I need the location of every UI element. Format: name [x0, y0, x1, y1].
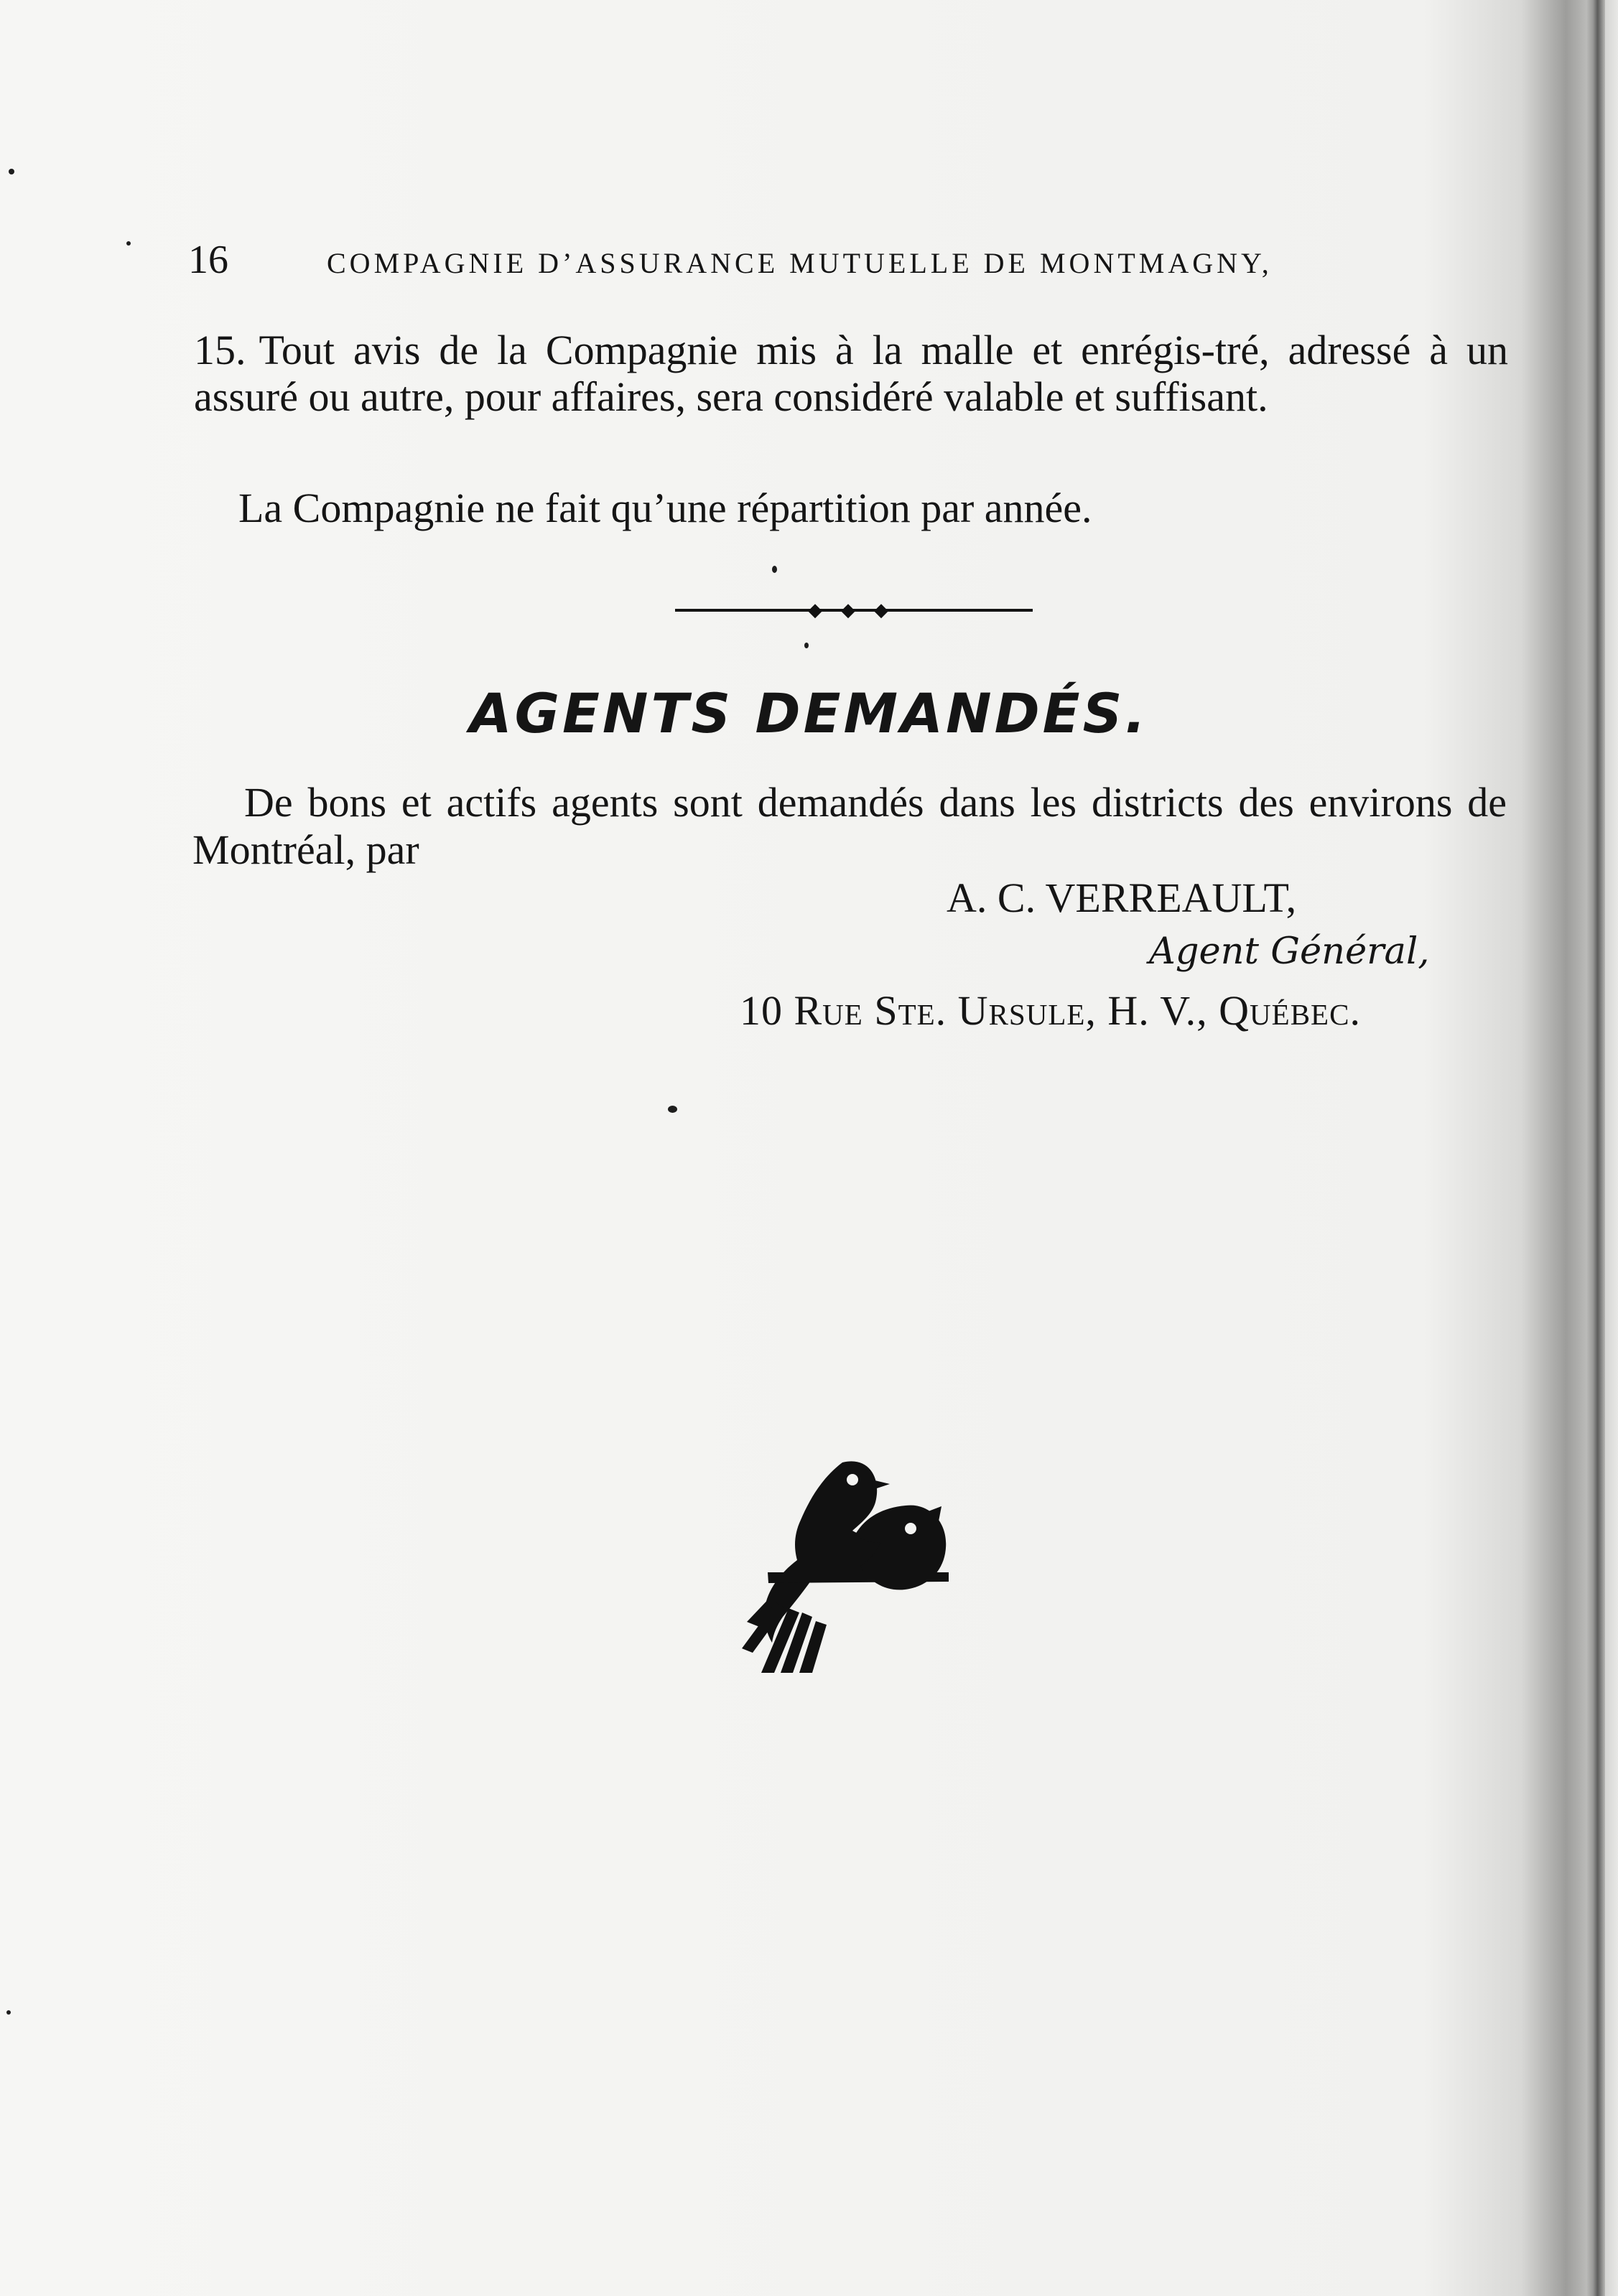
signature-name: A. C. VERREAULT,	[947, 874, 1297, 921]
printer-bird-mark-icon	[707, 1446, 955, 1673]
ink-speck	[9, 169, 14, 174]
rule-ornament-icon	[760, 599, 939, 621]
binding-edge	[1586, 0, 1605, 2296]
diamond-ornament-icon: ◆	[808, 599, 825, 621]
page-number: 16	[188, 238, 228, 282]
agents-heading: AGENTS DEMANDÉS.	[469, 681, 1149, 745]
ink-speck	[772, 566, 777, 573]
article-15	[194, 327, 1508, 420]
agents-body: De bons et actifs agents sont demandés dans les districts des environs de Montréal, par	[192, 779, 1507, 873]
signature-address: 10 Rue Ste. Ursule, H. V., Québec.	[740, 987, 1361, 1034]
signature-title: Agent Général,	[1149, 930, 1430, 973]
ink-speck	[804, 643, 809, 648]
ink-speck	[6, 2010, 11, 2015]
article-text: Tout avis de la Compagnie mis à la malle et enrégis-tré, adressé à un assuré ou autre, pour affaires, sera considéré valable et suffisant.	[194, 327, 1508, 420]
ink-speck	[668, 1106, 677, 1113]
diamond-ornament-icon: ◆	[841, 599, 858, 621]
diamond-ornament-icon: ◆	[874, 599, 891, 621]
article-15-paragraph	[194, 327, 1508, 420]
article-number: 15.	[194, 327, 246, 373]
running-head	[188, 238, 1423, 285]
ink-speck	[126, 241, 131, 246]
running-title: COMPAGNIE D’ASSURANCE MUTUELLE DE MONTMAGNY,	[327, 247, 1273, 279]
article-note: La Compagnie ne fait qu’une répartition par année.	[238, 485, 1092, 531]
